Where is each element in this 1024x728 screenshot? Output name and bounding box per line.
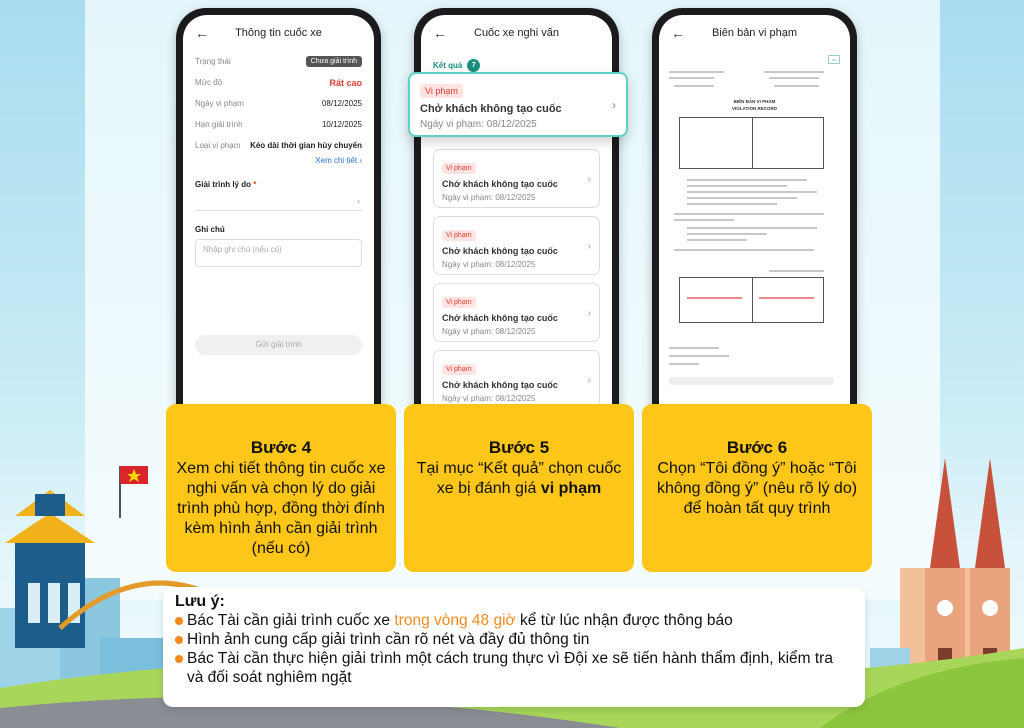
info-row-severity bbox=[183, 72, 374, 93]
info-row-deadline bbox=[183, 114, 374, 135]
step-body: Chọn “Tôi đồng ý” hoặc “Tôi không đồng ý” (nêu rõ lý do) để hoàn tất quy trình bbox=[656, 460, 858, 517]
trip-date: Ngày vi phạm: 08/12/2025 bbox=[420, 119, 537, 130]
info-value: Kéo dài thời gian hủy chuyến bbox=[250, 141, 362, 150]
reason-select[interactable] bbox=[195, 193, 362, 211]
violation-tag: Vi phạm bbox=[420, 84, 463, 98]
back-arrow-icon[interactable]: ← bbox=[671, 25, 685, 41]
step-heading: Bước 4 bbox=[250, 438, 312, 457]
violation-tag: Vi phạm bbox=[442, 230, 476, 241]
trip-date: Ngày vi phạm: 08/12/2025 bbox=[442, 260, 536, 269]
highlighted-trip-card[interactable] bbox=[408, 72, 628, 137]
chevron-right-icon: › bbox=[587, 375, 591, 386]
trip-title: Chở khách không tạo cuốc bbox=[442, 179, 558, 189]
trip-date: Ngày vi phạm: 08/12/2025 bbox=[442, 394, 536, 403]
info-label: Hạn giải trình bbox=[195, 120, 243, 129]
info-label: Loại vi phạm bbox=[195, 141, 241, 150]
violation-tag: Vi phạm bbox=[442, 364, 476, 375]
count-badge: 7 bbox=[467, 59, 480, 72]
trip-date: Ngày vi phạm: 08/12/2025 bbox=[442, 193, 536, 202]
severity-value: Rất cao bbox=[329, 77, 362, 88]
trip-title: Chở khách không tạo cuốc bbox=[442, 313, 558, 323]
document-stamp: ▭ bbox=[828, 55, 840, 64]
note-heading: Lưu ý: bbox=[175, 593, 225, 610]
step-heading: Bước 6 bbox=[726, 438, 788, 457]
trip-card[interactable] bbox=[433, 216, 600, 275]
note-box bbox=[163, 587, 865, 707]
trip-card[interactable] bbox=[433, 283, 600, 342]
chevron-right-icon: › bbox=[587, 174, 591, 185]
phone-screen bbox=[183, 15, 374, 429]
chevron-right-icon: › bbox=[357, 196, 360, 206]
info-row-violation-type bbox=[183, 135, 374, 156]
violation-tag: Vi phạm bbox=[442, 163, 476, 174]
chevron-right-icon: › bbox=[587, 308, 591, 319]
screen-title: Cuốc xe nghi vấn bbox=[474, 27, 559, 39]
info-row-status bbox=[183, 51, 374, 72]
info-value: 08/12/2025 bbox=[321, 99, 362, 108]
note-input[interactable]: Nhập ghi chú (nếu có) bbox=[195, 239, 362, 267]
status-badge: Chưa giải trình bbox=[306, 56, 362, 67]
info-row-violation-date bbox=[183, 93, 374, 114]
screen-header bbox=[659, 15, 850, 51]
step-heading: Bước 5 bbox=[488, 438, 550, 457]
document-title-en: VIOLATION RECORD bbox=[732, 106, 777, 111]
violation-tag: Vi phạm bbox=[442, 297, 476, 308]
chevron-right-icon: › bbox=[612, 98, 616, 112]
note-item: Bác Tài cần giải trình cuốc xe trong vòng 48 giờ kể từ lúc nhận được thông báo bbox=[175, 611, 853, 630]
step-body: Tại mục “Kết quả” chọn cuốc xe bị đánh giá vi phạm bbox=[416, 460, 622, 497]
screen-title: Biên bản vi phạm bbox=[712, 27, 797, 39]
screen-header bbox=[421, 15, 612, 51]
submit-explanation-button[interactable]: Gửi giải trình bbox=[195, 335, 362, 355]
parties-table bbox=[679, 117, 824, 169]
chevron-right-icon: › bbox=[587, 241, 591, 252]
vietnam-flag bbox=[120, 466, 148, 518]
violation-document bbox=[669, 55, 840, 425]
tab-results[interactable]: Kết quả 7 bbox=[433, 59, 480, 79]
trip-title: Chở khách không tạo cuốc bbox=[442, 246, 558, 256]
step-4-box bbox=[166, 404, 396, 572]
phone-violation-record bbox=[652, 8, 857, 436]
trip-title: Chở khách không tạo cuốc bbox=[420, 103, 562, 115]
back-arrow-icon[interactable]: ← bbox=[433, 25, 447, 41]
step-5-box bbox=[404, 404, 634, 572]
trip-date: Ngày vi phạm: 08/12/2025 bbox=[442, 327, 536, 336]
trip-card[interactable] bbox=[433, 149, 600, 208]
note-item: Hình ảnh cung cấp giải trình cần rõ nét và đầy đủ thông tin bbox=[175, 630, 853, 649]
info-label: Mức độ bbox=[195, 78, 223, 87]
note-label: Ghi chú bbox=[195, 225, 225, 234]
signature-table bbox=[679, 277, 824, 323]
phone-trip-info bbox=[176, 8, 381, 436]
trip-title: Chở khách không tạo cuốc bbox=[442, 380, 558, 390]
back-arrow-icon[interactable]: ← bbox=[195, 25, 209, 41]
step-6-box bbox=[642, 404, 872, 572]
screen-header bbox=[183, 15, 374, 51]
chevron-right-icon: › bbox=[359, 156, 362, 165]
phone-screen bbox=[659, 15, 850, 429]
trip-card[interactable] bbox=[433, 350, 600, 409]
view-detail-link[interactable]: Xem chi tiết › bbox=[315, 156, 362, 165]
screen-title: Thông tin cuốc xe bbox=[235, 27, 322, 39]
document-title: BIÊN BẢN VI PHẠM bbox=[733, 99, 776, 104]
reason-label: Giải trình lý do * bbox=[195, 180, 257, 189]
note-item: Bác Tài cần thực hiện giải trình một cách trung thực vì Đội xe sẽ tiến hành thẩm định, kiểm tra và đối soát nghiêm ngặt bbox=[175, 649, 853, 687]
pagoda-building bbox=[5, 490, 95, 648]
step-body: Xem chi tiết thông tin cuốc xe nghi vấn và chọn lý do giải trình phù hợp, đồng thời đính kèm hình ảnh cần giải trình (nếu có) bbox=[176, 460, 386, 557]
info-label: Ngày vi phạm bbox=[195, 99, 244, 108]
info-value: 10/12/2025 bbox=[321, 120, 362, 129]
info-label: Trạng thái bbox=[195, 57, 231, 66]
